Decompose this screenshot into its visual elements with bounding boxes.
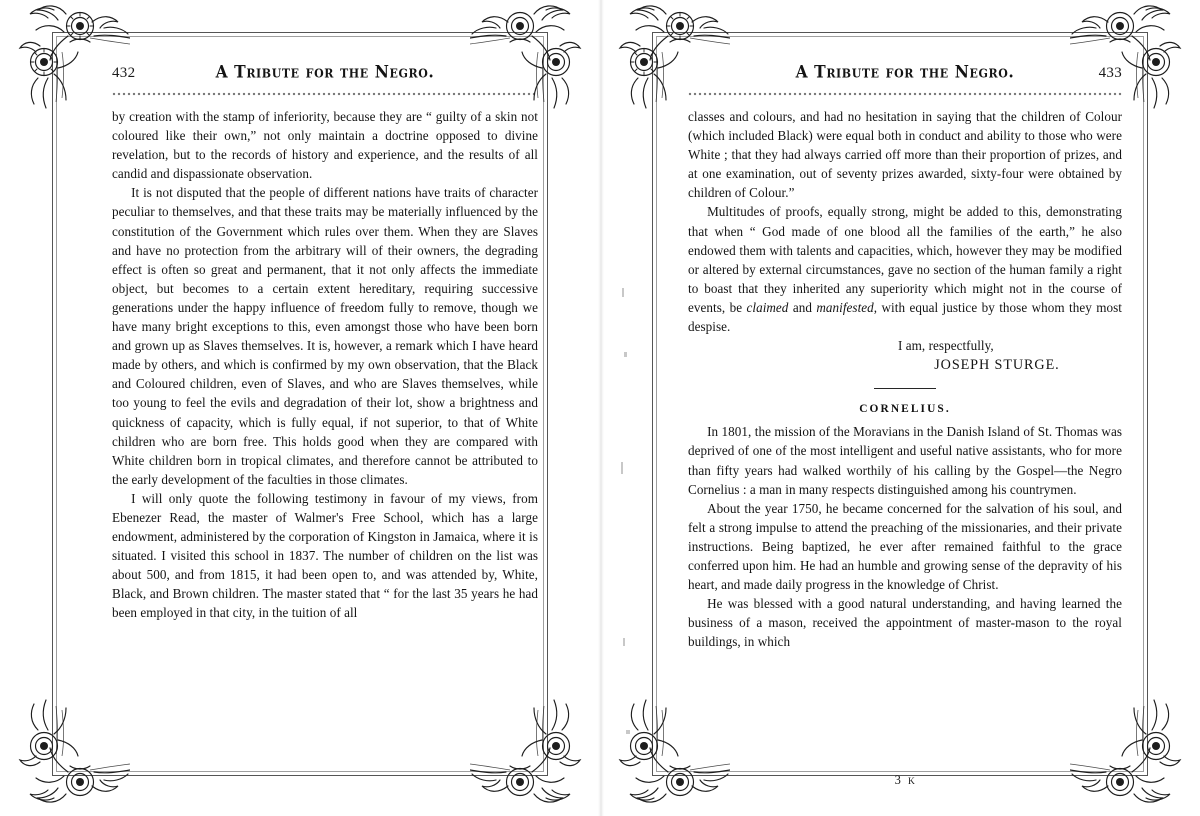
page-content-right [688,61,1122,787]
body-text-right [688,107,1122,651]
header-wavy-rule-right [688,90,1122,98]
scan-speck [621,462,623,474]
paragraph: by creation with the stamp of inferiority, because they are “ guilty of a skin not coloured like their own,” not only maintain a doctrine opposed to divine revelation, but to the records of history and experience, and the results of all candid and dispassionate observation. [112,109,538,182]
folio-number-right: 433 [1098,65,1122,81]
paragraph-lead: Multitudes of proofs, equally strong, might be added to this, demonstrating that when “ God made of one blood all the families of the earth,” he also endowed them with talents and capacities, which, however they may be modified or altered by external circumstances, gave no section of the human family a right to boast that they inherited any superiority which might not in the course of events, be [688,204,1122,315]
paragraph-between: and [788,299,817,315]
valediction: I am, respectfully, [898,338,994,354]
running-head-title-right: A Tribute for the Negro. [795,61,1015,82]
running-head-title-left: A Tribute for the Negro. [215,61,435,82]
scan-speck [622,288,624,297]
section-divider-rule [874,388,936,389]
paragraph-tail: , with equal justice by those whom they most despise. [688,299,1122,335]
scan-speck [626,730,630,734]
page-right [600,0,1200,816]
paragraph: I will only quote the following testimony in favour of my views, from Ebenezer Read, the master of Walmer's Free School, which has a large endowment, administered by the corporation of Kingston in Jamaica, where it is situated. I visited this school in 1837. The number of children on the list was about 500, and from 1815, it had been open to, and was attended by, White, Black, and Brown children. The master stated that “ for the last 35 years he had been employed in that city, in the tuition of all [112,490,538,621]
paragraph: classes and colours, and had no hesitation in saying that the children of Colour (which included Black) were equal both in conduct and ability to those who were White ; that they had always carried off more than their proportion of prizes, and at one examination, out of seventy prizes awarded, sixty-four were obtained by children of Colour.” [688,109,1122,201]
paragraph: In 1801, the mission of the Moravians in the Danish Island of St. Thomas was deprived of one of the most intelligent and useful native assistants, who for more than fifty years had walked worthily of his calling by the Gospel—the Negro Cornelius : a man in many respects distinguished among his countrymen. [688,424,1122,497]
running-head-left [112,62,538,88]
signature-mark-number: 3 [894,773,903,787]
scan-speck [624,352,627,357]
scan-speck [623,638,625,646]
section-heading-cornelius: CORNELIUS. [859,403,951,416]
paragraph: It is not disputed that the people of different nations have traits of character peculiar to themselves, and that these traits may be materially influenced by the constitution of the Government which rules over them. When they are Slaves and have no protection from the arbitrary will of their owners, the degrading effect is often so great and permanent, that it not only affects the immediate object, but becomes to a certain extent hereditary, requiring successive generations under the happy influence of freedom fully to remove, though we have many bright exceptions to this, even amongst those who have been born and grown up as Slaves themselves. It is, however, a remark which I have heard made by others, and which is confirmed by my own observation, that the Black and Coloured children, even of Slaves, and who are Slaves themselves, while too young to feel the evils and degradation of their lot, show a brightness and quickness of capacity, which is fully equal, if not superior, to that of White children who are born free. This holds good when they are compared with White children born in tropical climates, and therefore cannot be attributed to the early development of the faculties in those climates. [112,185,538,487]
paragraph: He was blessed with a good natural understanding, and having learned the business of a mason, received the appointment of master-mason to the royal buildings, in which [688,596,1122,650]
folio-number-left: 432 [112,65,136,81]
header-wavy-rule-left [112,90,538,98]
signature-mark-letter: K [908,777,916,787]
page-content-left [112,62,538,758]
signer-name: JOSEPH STURGE. [934,357,1060,374]
italic-word-claimed: claimed [746,299,789,315]
running-head-right [688,62,1122,88]
body-text-left [112,107,538,623]
italic-word-manifested: manifested [816,299,874,315]
printer-signature-mark [688,773,1122,788]
paragraph-with-italics [688,202,1122,336]
paragraph: About the year 1750, he became concerned for the salvation of his soul, and felt a strong impulse to attend the preaching of the missionaries, and their private instructions. Being baptized, he ever after remained faithful to the grace conferred upon him. He had an humble and growing sense of the depravity of his heart, and made daily progress in the knowledge of Christ. [688,500,1122,593]
